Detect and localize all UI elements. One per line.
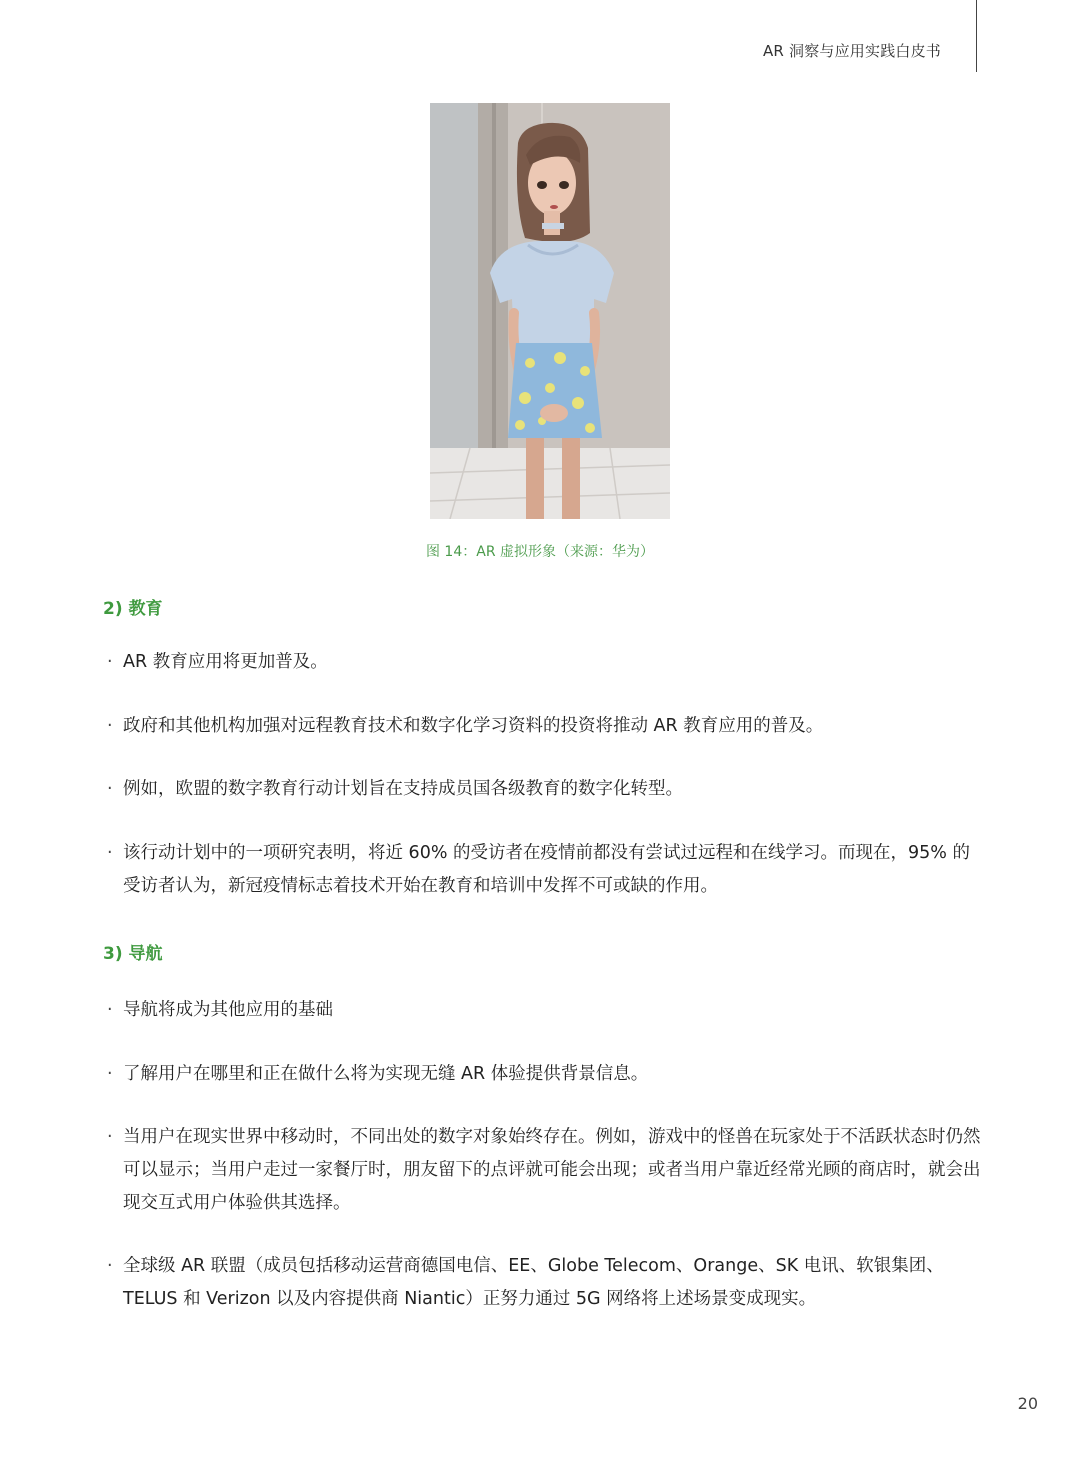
bullet-text: 当用户在现实世界中移动时，不同出处的数字对象始终存在。例如，游戏中的怪兽在玩家处于不活跃状态时仍然可以显示；当用户走过一家餐厅时，朋友留下的点评就可能会出现；或者当用户靠近经常光顾的商店时，就会出现交互式用户体验供其选择。 [123, 1127, 981, 1213]
bullet-marker: · [107, 1256, 113, 1276]
list-item [107, 1250, 987, 1316]
bullet-marker: · [107, 1064, 113, 1084]
bullet-marker: · [107, 716, 113, 736]
list-item [107, 773, 987, 806]
bullet-marker: · [107, 1127, 113, 1147]
bullet-text: 了解用户在哪里和正在做什么将为实现无缝 AR 体验提供背景信息。 [123, 1064, 649, 1084]
list-item [107, 710, 987, 743]
section-heading-navigation: 3) 导航 [103, 944, 163, 964]
ar-avatar-image-icon [430, 103, 670, 519]
bullet-marker: · [107, 779, 113, 799]
list-item [107, 1058, 987, 1091]
figure-caption: 图 14：AR 虚拟形象（来源：华为） [425, 544, 655, 560]
page-number: 20 [1017, 1394, 1038, 1413]
bullet-marker: · [107, 1000, 113, 1020]
section-heading-education: 2) 教育 [103, 599, 163, 619]
list-item [107, 1121, 987, 1220]
bullet-text: 导航将成为其他应用的基础 [123, 1000, 333, 1020]
list-item [107, 646, 987, 679]
bullet-text: AR 教育应用将更加普及。 [123, 652, 328, 672]
list-item [107, 837, 987, 903]
bullet-marker: · [107, 652, 113, 672]
bullet-text: 政府和其他机构加强对远程教育技术和数字化学习资料的投资将推动 AR 教育应用的普及。 [123, 716, 824, 736]
bullet-text: 例如，欧盟的数字教育行动计划旨在支持成员国各级教育的数字化转型。 [123, 779, 683, 799]
document-title: AR 洞察与应用实践白皮书 [762, 42, 941, 60]
list-item [107, 994, 987, 1027]
bullet-text: 该行动计划中的一项研究表明，将近 60% 的受访者在疫情前都没有尝试过远程和在线学习。而现在，95% 的受访者认为，新冠疫情标志着技术开始在教育和培训中发挥不可或缺的作用。 [123, 843, 970, 896]
bullet-marker: · [107, 843, 113, 863]
bullet-text: 全球级 AR 联盟（成员包括移动运营商德国电信、EE、Globe Telecom、Orange、SK 电讯、软银集团、TELUS 和 Verizon 以及内容提供商 Niantic）正努力通过 5G 网络将上述场景变成现实。 [123, 1256, 944, 1309]
header-divider [976, 0, 977, 72]
ar-avatar-figure [430, 103, 670, 519]
